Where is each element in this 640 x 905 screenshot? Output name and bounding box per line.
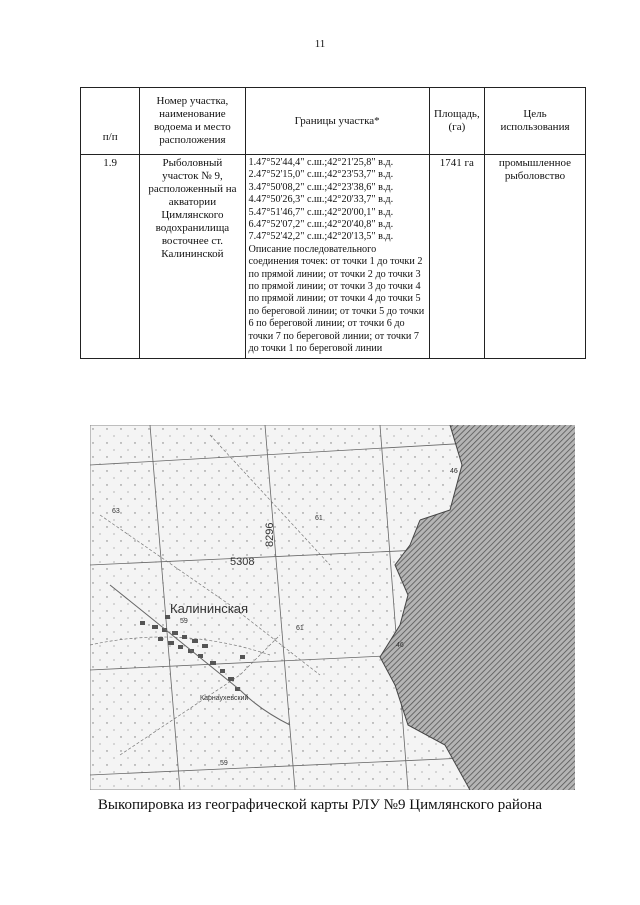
map-svg — [90, 425, 575, 790]
coord-point-7: 7.47°52'42,2" с.ш.;42°20'13,5" в.д. — [248, 231, 394, 243]
header-bounds: Границы участка* — [245, 88, 429, 155]
map-excerpt — [90, 425, 575, 790]
page-number: 11 — [314, 38, 326, 50]
label-height-7: 59 — [220, 760, 228, 767]
row-bounds — [245, 155, 429, 359]
coord-point-4: 4.47°50'26,3" с.ш.;42°20'33,7" в.д. — [248, 194, 394, 206]
coord-point-2: 2.47°52'15,0" с.ш.;42°23'53,7" в.д. — [248, 169, 394, 181]
map-caption: Выкопировка из географической карты РЛУ №9 Цимлянского района — [97, 797, 543, 813]
label-village-main: Калининская — [170, 601, 249, 616]
label-grid-2: 8296 — [264, 522, 276, 547]
label-height-2: 61 — [315, 515, 323, 522]
bounds-description: Описание последовательного соединения точек: от точки 1 до точки 2 по прямой линии; от точки 2 до точки 3 по прямой линии; от точки 3 до точки 4 по прямой линии; от точки 4 до точки 5 по береговой линии; от точки 5 до точки 6 по береговой линии; от точки 6 до точки 7 по береговой линии; от точки 7 до точки 1 по береговой линии — [248, 243, 425, 355]
label-height-1: 63 — [112, 508, 120, 515]
table-row — [81, 155, 586, 359]
label-height-5: 46 — [450, 468, 458, 475]
row-name: Рыболовный участок № 9, расположенный на акватории Цимлянского водохранилища восточнее ст. Калининской — [140, 155, 245, 359]
coord-point-5: 5.47°51'46,7" с.ш.;42°20'00,1" в.д. — [248, 206, 394, 218]
label-height-6: 46 — [396, 642, 404, 649]
label-village-small: Карнаухевский — [200, 695, 249, 702]
header-use: Цель использования — [484, 88, 585, 155]
coord-point-3: 3.47°50'08,2" с.ш.;42°23'38,6" в.д. — [248, 181, 394, 193]
row-use: промышленное рыболовство — [484, 155, 585, 359]
coord-point-6: 6.47°52'07,2" с.ш.;42°20'40,8" в.д. — [248, 219, 394, 231]
coord-point-1: 1.47°52'44,4" с.ш.;42°21'25,8" в.д. — [248, 157, 394, 168]
header-num: п/п — [81, 88, 140, 155]
row-num: 1.9 — [81, 155, 140, 359]
fishing-sites-table — [80, 87, 586, 359]
header-name: Номер участка, наименование водоема и место расположения — [140, 88, 245, 155]
row-area: 1741 га — [429, 155, 484, 359]
header-area: Площадь, (га) — [429, 88, 484, 155]
label-height-3: 59 — [180, 618, 188, 625]
label-height-4: 61 — [296, 625, 304, 632]
label-grid-1: 5308 — [230, 556, 255, 568]
table-header-row — [81, 88, 586, 155]
